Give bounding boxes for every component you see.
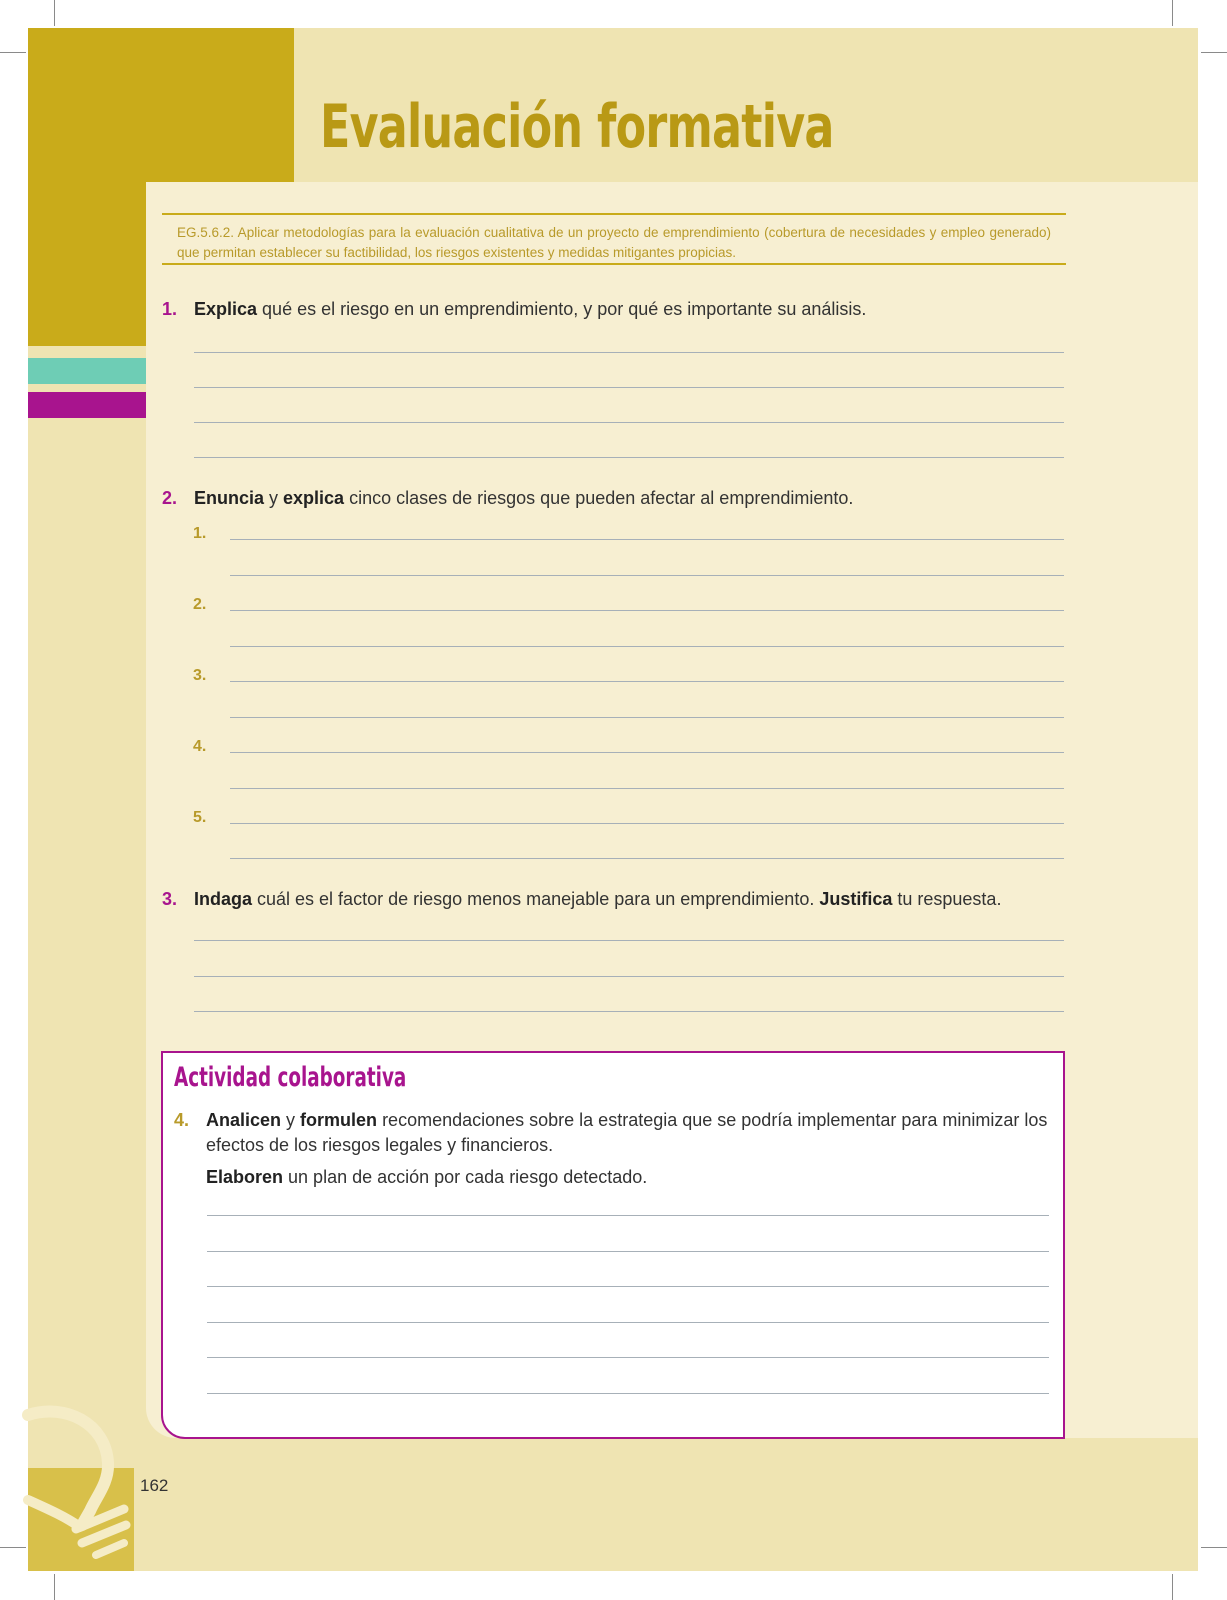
answer-line[interactable] — [230, 681, 1064, 682]
question-number: 2. — [162, 488, 178, 508]
answer-line[interactable] — [230, 610, 1064, 611]
answer-line[interactable] — [230, 823, 1064, 824]
answer-line[interactable] — [194, 387, 1064, 388]
answer-line[interactable] — [207, 1393, 1049, 1394]
sub-item-number: 5. — [193, 809, 207, 826]
crop-mark — [1201, 1547, 1227, 1548]
answer-line[interactable] — [207, 1215, 1049, 1216]
question-number: 4. — [174, 1110, 190, 1130]
instruction-verb: explica — [283, 488, 345, 508]
instruction-verb: Justifica — [819, 889, 893, 909]
answer-line[interactable] — [230, 539, 1064, 540]
answer-line[interactable] — [194, 422, 1064, 423]
question-body: qué es el riesgo en un emprendimiento, y por qué es importante su análisis. — [257, 299, 867, 319]
instruction-verb: Indaga — [194, 889, 253, 909]
answer-line[interactable] — [230, 717, 1064, 718]
crop-mark — [1172, 0, 1173, 26]
answer-line[interactable] — [194, 352, 1064, 353]
answer-line[interactable] — [207, 1322, 1049, 1323]
answer-line[interactable] — [230, 858, 1064, 859]
question-text — [206, 1108, 1054, 1158]
answer-line[interactable] — [207, 1251, 1049, 1252]
collaborative-activity-title: Actividad colaborativa — [174, 1062, 407, 1093]
question-text — [194, 299, 866, 320]
answer-line[interactable] — [207, 1286, 1049, 1287]
question-text — [194, 889, 1001, 910]
sub-item-number: 2. — [193, 596, 207, 613]
question-4-instruction — [206, 1167, 647, 1188]
answer-line[interactable] — [230, 575, 1064, 576]
answer-line[interactable] — [194, 1011, 1064, 1012]
crop-mark — [54, 1574, 55, 1600]
question-number: 3. — [162, 889, 178, 909]
instruction-verb: Enuncia — [194, 488, 265, 508]
question-body: un plan de acción por cada riesgo detectado. — [283, 1167, 648, 1187]
question-body: tu respuesta. — [892, 889, 1002, 909]
sub-item-number: 1. — [193, 525, 207, 542]
magenta-strip — [28, 392, 146, 418]
crop-mark — [1201, 52, 1227, 53]
answer-line[interactable] — [230, 788, 1064, 789]
sub-item-number: 4. — [193, 738, 207, 755]
crop-mark — [1172, 1574, 1173, 1600]
question-body: cuál es el factor de riesgo menos manejable para un emprendimiento. — [252, 889, 820, 909]
crop-mark — [0, 52, 26, 53]
instruction-verb: Explica — [194, 299, 258, 319]
instruction-verb: formulen — [300, 1110, 378, 1130]
question-body: y — [281, 1110, 301, 1130]
page-number: 162 — [140, 1476, 169, 1495]
instruction-verb: Analicen — [206, 1110, 282, 1130]
teal-strip — [28, 358, 146, 384]
answer-line[interactable] — [194, 976, 1064, 977]
question-body: recomendaciones sobre la estrategia que se podría implementar para minimizar los efectos de los riesgos legales y financieros. — [206, 1110, 1048, 1155]
question-text — [194, 488, 853, 509]
answer-line[interactable] — [194, 457, 1064, 458]
question-number: 1. — [162, 299, 178, 319]
answer-line[interactable] — [207, 1357, 1049, 1358]
skill-criterion: EG.5.6.2. Aplicar metodologías para la evaluación cualitativa de un proyecto de emprendimiento (cobertura de necesidades y empleo generado) que permitan establecer su factibilidad, los riesgos existentes y medidas mitigantes propicias. — [162, 213, 1066, 265]
answer-line[interactable] — [230, 752, 1064, 753]
question-body: cinco clases de riesgos que pueden afectar al emprendimiento. — [344, 488, 854, 508]
answer-line[interactable] — [230, 646, 1064, 647]
answer-line[interactable] — [194, 940, 1064, 941]
sub-item-number: 3. — [193, 667, 207, 684]
crop-mark — [54, 0, 55, 26]
instruction-verb: Elaboren — [206, 1167, 284, 1187]
page-title: Evaluación formativa — [320, 92, 834, 162]
question-body: y — [264, 488, 284, 508]
lightbulb-icon — [20, 1405, 140, 1565]
question-4 — [174, 1108, 1054, 1158]
